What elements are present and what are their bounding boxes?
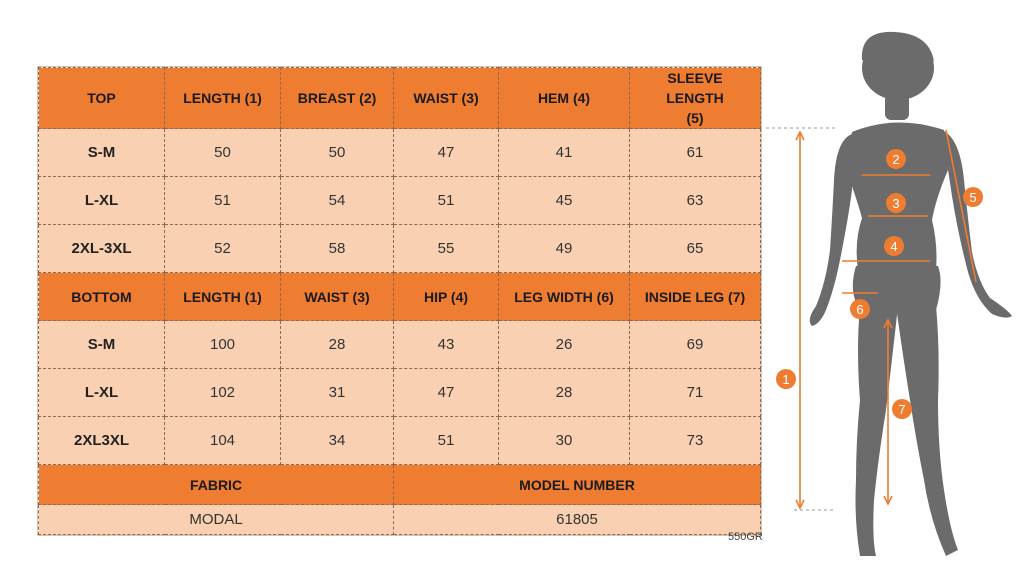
marker-5	[963, 187, 983, 207]
table-cell: 65	[630, 225, 761, 273]
marker-7	[892, 399, 912, 419]
product-code: 550GR	[728, 531, 763, 543]
table-cell: 45	[499, 177, 630, 225]
table-cell: 55	[394, 225, 499, 273]
table-cell: 73	[630, 417, 761, 465]
table-cell: 58	[281, 225, 394, 273]
marker-3	[886, 193, 906, 213]
size-chart-table	[38, 67, 761, 535]
table-row	[39, 177, 761, 225]
table-row	[39, 369, 761, 417]
footer-value-row	[39, 505, 761, 535]
size-label: L-XL	[39, 369, 165, 417]
size-label: L-XL	[39, 177, 165, 225]
table-cell: 51	[394, 417, 499, 465]
footer-header-row	[39, 465, 761, 505]
header-cell: TOP	[39, 68, 165, 129]
marker-label: 6	[856, 302, 864, 317]
model-number-value: 61805	[394, 505, 761, 535]
table-cell: 51	[165, 177, 281, 225]
table-cell: 69	[630, 321, 761, 369]
marker-label: 7	[898, 402, 906, 417]
table-cell: 63	[630, 177, 761, 225]
table-cell: 102	[165, 369, 281, 417]
table-cell: 31	[281, 369, 394, 417]
table-cell: 26	[499, 321, 630, 369]
size-label: S-M	[39, 129, 165, 177]
size-label: 2XL3XL	[39, 417, 165, 465]
body-silhouette-figure	[760, 20, 1024, 570]
table-row	[39, 129, 761, 177]
top-header-row	[39, 68, 761, 129]
header-cell: HIP (4)	[394, 273, 499, 321]
header-cell: BREAST (2)	[281, 68, 394, 129]
size-label: 2XL-3XL	[39, 225, 165, 273]
table-cell: 50	[281, 129, 394, 177]
header-cell: HEM (4)	[499, 68, 630, 129]
table-cell: 51	[394, 177, 499, 225]
header-cell: LEG WIDTH (6)	[499, 273, 630, 321]
table-cell: 28	[499, 369, 630, 417]
table-cell: 49	[499, 225, 630, 273]
bottom-header-row	[39, 273, 761, 321]
header-cell: BOTTOM	[39, 273, 165, 321]
table-cell: 61	[630, 129, 761, 177]
silhouette-icon	[810, 32, 1012, 556]
table-cell: 71	[630, 369, 761, 417]
header-cell: WAIST (3)	[281, 273, 394, 321]
marker-label: 5	[969, 190, 977, 205]
marker-label: 1	[782, 372, 790, 387]
table-cell: 28	[281, 321, 394, 369]
table-cell: 41	[499, 129, 630, 177]
marker-label: 4	[890, 239, 898, 254]
model-number-label: MODEL NUMBER	[394, 465, 761, 505]
header-cell: LENGTH (1)	[165, 273, 281, 321]
marker-2	[886, 149, 906, 169]
table-row	[39, 321, 761, 369]
table-row	[39, 417, 761, 465]
table-cell: 47	[394, 129, 499, 177]
table-cell: 50	[165, 129, 281, 177]
marker-6	[850, 299, 870, 319]
table-cell: 30	[499, 417, 630, 465]
marker-label: 3	[892, 196, 900, 211]
header-cell: WAIST (3)	[394, 68, 499, 129]
header-cell: INSIDE LEG (7)	[630, 273, 761, 321]
table-cell: 34	[281, 417, 394, 465]
table-cell: 100	[165, 321, 281, 369]
table-cell: 54	[281, 177, 394, 225]
header-cell: LENGTH (1)	[165, 68, 281, 129]
header-cell: SLEEVE LENGTH (5)	[630, 68, 761, 129]
table-cell: 52	[165, 225, 281, 273]
table-cell: 104	[165, 417, 281, 465]
marker-label: 2	[892, 152, 900, 167]
table-cell: 43	[394, 321, 499, 369]
table-cell: 47	[394, 369, 499, 417]
fabric-label: FABRIC	[39, 465, 394, 505]
fabric-value: MODAL	[39, 505, 394, 535]
table-row	[39, 225, 761, 273]
size-label: S-M	[39, 321, 165, 369]
marker-1	[776, 369, 796, 389]
marker-4	[884, 236, 904, 256]
